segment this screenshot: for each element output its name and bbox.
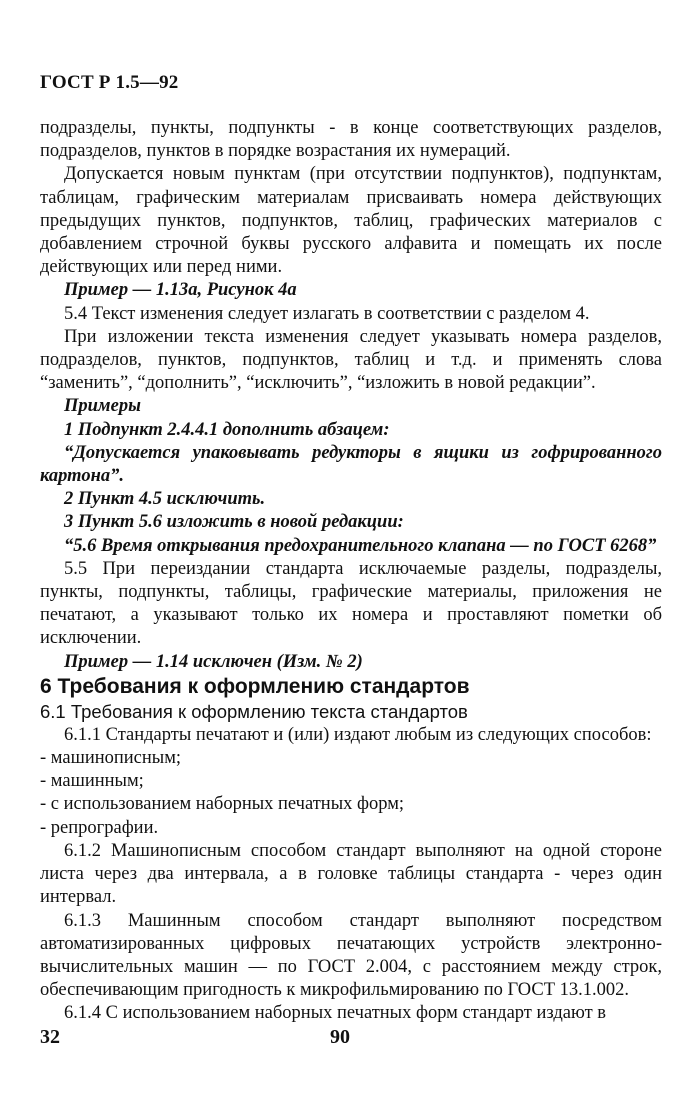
example-text: “5.6 Время открывания предохранительного клапана — по ГОСТ 6268” — [64, 535, 657, 556]
paragraph: подразделы, пункты, подпункты - в конце соответствующих разделов, подразделов, пунктов в порядке возрастания их нумераций. — [40, 118, 662, 162]
subsection-heading-6-1: 6.1 Требования к оформлению текста стандартов — [40, 700, 468, 722]
clause-6-1-3: 6.1.3 Машинным способом стандарт выполняют посредством автоматизированных цифровых печатающих устройств электронно-вычислительных машин — по ГОСТ 2.004, с расстоянием между строк, обеспечивающим пригодность к микрофильмированию по ГОСТ 13.1.002. — [40, 910, 662, 1001]
section-heading-6: 6 Требования к оформлению стандартов — [40, 674, 470, 698]
document-page — [40, 0, 662, 1115]
page-header-standard-code: ГОСТ Р 1.5—92 — [40, 72, 179, 93]
example-text: “Допускается упаковывать редукторы в ящики из гофрированного картона”. — [40, 442, 662, 487]
clause-5-5: 5.5 При переиздании стандарта исключаемые разделы, подразделы, пункты, подпункты, таблицы, графические материалы, приложения не печатают, а указывают только их номера и проставляют пометки об исключении. — [40, 558, 662, 649]
example-text: 3 Пункт 5.6 изложить в новой редакции: — [64, 512, 404, 533]
list-item: - репрографии. — [40, 817, 159, 838]
document-body — [40, 117, 662, 1026]
example-text: 2 Пункт 4.5 исключить. — [64, 489, 266, 510]
paragraph: При изложении текста изменения следует указывать номера разделов, подразделов, пунктов, подпунктов, таблиц и т.д. и применять слова “заменить”, “дополнить”, “исключить”, “изложить в новой редакции”. — [40, 326, 662, 394]
list-item: - машинописным; — [40, 748, 182, 769]
page-number: 90 — [330, 1026, 350, 1048]
example-text: Пример — 1.14 исключен (Изм. № 2) — [64, 651, 363, 672]
footer-left-number: 32 — [40, 1026, 60, 1048]
clause-6-1-1: 6.1.1 Стандарты печатают и (или) издают любым из следующих способов: — [64, 724, 652, 745]
clause-6-1-2: 6.1.2 Машинописным способом стандарт выполняют на одной стороне листа через два интервала, а в головке таблицы стандарта - через один интервал. — [40, 840, 662, 908]
list-item: - с использованием наборных печатных форм; — [40, 794, 405, 815]
list-item: - машинным; — [40, 771, 144, 792]
example-text: 1 Подпункт 2.4.4.1 дополнить абзацем: — [64, 419, 390, 440]
example-text: Пример — 1.13а, Рисунок 4а — [64, 280, 297, 301]
paragraph: Допускается новым пунктам (при отсутствии подпунктов), подпунктам, таблицам, графическим материалам присваивать номера действующих предыдущих пунктов, подпунктов, таблиц, графических материалов с добавлением строчной буквы русского алфавита и помещать их после действующих или перед ними. — [40, 164, 662, 278]
clause-6-1-4: 6.1.4 С использованием наборных печатных форм стандарт издают в — [64, 1003, 607, 1024]
examples-heading: Примеры — [64, 396, 141, 417]
clause-5-4: 5.4 Текст изменения следует излагать в соответствии с разделом 4. — [64, 303, 590, 324]
